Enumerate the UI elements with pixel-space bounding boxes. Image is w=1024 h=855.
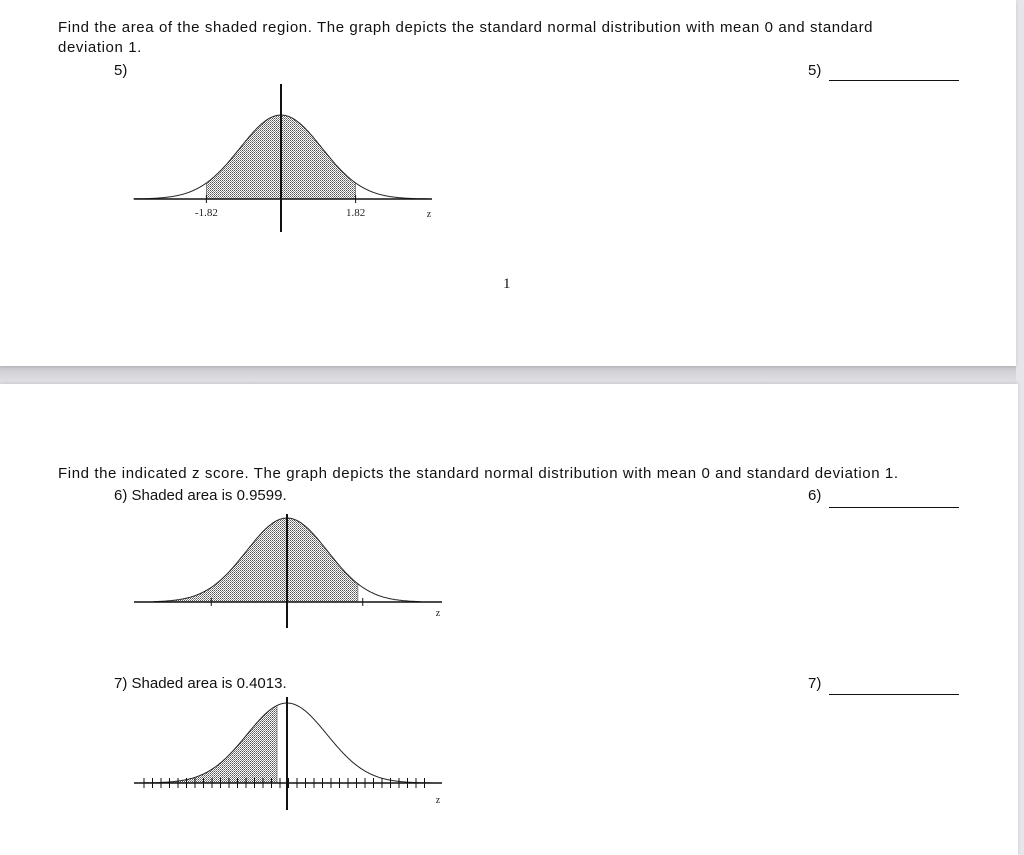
answer-7-blank[interactable] — [829, 694, 959, 695]
instructions-line-1: Find the area of the shaded region. The graph depicts the standard normal distribution with mean 0 and standard — [58, 19, 874, 36]
x-axis-label: z — [435, 795, 441, 806]
page-gap — [0, 366, 1024, 384]
answer-5-label: 5) — [808, 62, 822, 79]
answer-6-label: 6) — [808, 487, 822, 504]
normal-curve-chart-q6 — [130, 504, 450, 654]
shaded-region — [143, 706, 277, 784]
document-page-1 — [0, 0, 1016, 366]
shaded-region — [141, 518, 358, 602]
x-axis-label: z — [426, 209, 432, 220]
normal-curve-chart-q5 — [130, 80, 450, 240]
question-7-label: 7) Shaded area is 0.4013. — [114, 675, 287, 692]
x-axis-label: z — [435, 608, 441, 619]
instructions-line-2: deviation 1. — [58, 39, 142, 56]
instructions-z-score: Find the indicated z score. The graph depicts the standard normal distribution with mean 0 and standard deviation 1. — [58, 465, 899, 482]
tick-label: -1.82 — [194, 207, 218, 219]
answer-6-blank[interactable] — [829, 507, 959, 508]
answer-5-blank[interactable] — [829, 80, 959, 81]
question-6-label: 6) Shaded area is 0.9599. — [114, 487, 287, 504]
page-number: 1 — [503, 276, 511, 292]
document-page-2 — [0, 384, 1018, 855]
answer-7-label: 7) — [808, 675, 822, 692]
tick-label: 1.82 — [345, 207, 366, 219]
question-5-label: 5) — [114, 62, 128, 79]
normal-curve-chart-q7 — [130, 689, 450, 834]
